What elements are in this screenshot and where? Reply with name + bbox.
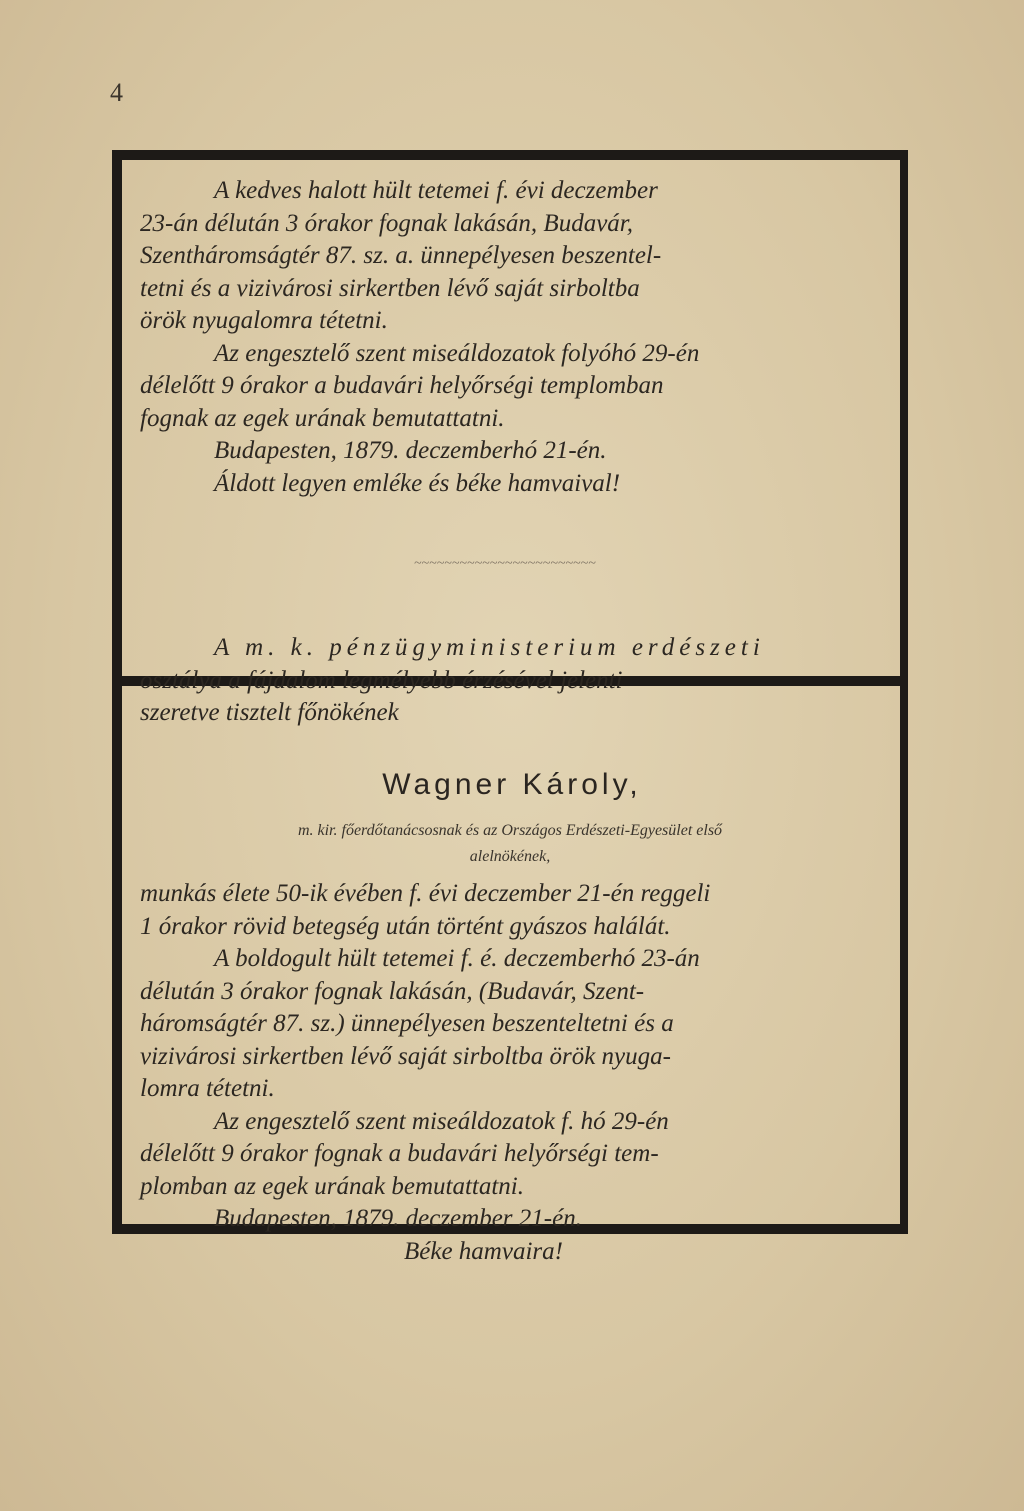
text-line: szeretve tisztelt főnökének xyxy=(140,699,399,726)
deceased-name: Wagner Károly, xyxy=(382,768,642,801)
text-line: alelnökének, xyxy=(469,848,551,865)
burial-paragraph xyxy=(140,175,876,208)
text-line: vizivárosi sirkertben lévő saját sirboltba örök nyuga- xyxy=(140,1042,671,1070)
closing-line: Béke hamvaira! xyxy=(404,1237,563,1265)
text-line: Szentháromságtér 87. sz. a. ünnepélyesen beszentel- xyxy=(140,242,662,269)
text-line: háromságtér 87. sz.) ünnepélyesen beszenteltetni és a xyxy=(140,1010,674,1037)
second-notice-body xyxy=(140,878,876,1268)
text-line: munkás élete 50-ik évében f. évi deczember 21-én reggeli xyxy=(140,880,711,907)
text-line: 1 órakor rövid betegség után történt gyászos halálát. xyxy=(140,912,671,940)
date-line: Budapesten, 1879. deczember 21-én. xyxy=(214,1205,582,1232)
first-notice xyxy=(140,175,876,500)
text-line: 23-án délután 3 órakor fognak lakásán, Budavár, xyxy=(140,209,634,237)
text-line: A m. k. pénzügyministerium erdészeti xyxy=(214,634,765,661)
text-line: délelőtt 9 órakor a budavári helyőrségi templomban xyxy=(140,372,664,399)
text-line: örök nyugalomra tétetni. xyxy=(140,307,388,334)
text-line: tetni és a vizivárosi sirkertben lévő saját sirboltba xyxy=(140,274,640,302)
text-line: A boldogult hült tetemei f. é. deczemberhó 23-án xyxy=(214,945,700,972)
text-line: lomra tétetni. xyxy=(140,1075,275,1102)
deceased-title xyxy=(140,818,880,870)
text-line: Az engesztelő szent miseáldozatok f. hó 29-én xyxy=(214,1107,669,1135)
text-line: fognak az egek urának bemutattatni. xyxy=(140,404,505,432)
text-line: délelőtt 9 órakor fognak a budavári helyőrségi tem- xyxy=(140,1140,659,1167)
text-line: Az engesztelő szent miseáldozatok folyóhó 29-én xyxy=(214,339,700,367)
text-line: osztálya a fájdalom legmélyebb érzésével jelenti xyxy=(140,666,623,694)
mass-paragraph xyxy=(140,338,876,371)
text-line: plomban az egek urának bemutattatni. xyxy=(140,1172,524,1200)
text-line: m. kir. főerdőtanácsosnak és az Országos Erdészeti-Egyesület első xyxy=(297,822,723,839)
date-line: Budapesten, 1879. deczemberhó 21-én. xyxy=(214,437,607,464)
text-line: A kedves halott hült tetemei f. évi deczember xyxy=(214,177,658,204)
page-number: 4 xyxy=(110,78,123,107)
ornamental-divider: ~~~~~~~~~~~~~~~~~~~~~~~~ xyxy=(414,556,596,570)
second-notice-intro xyxy=(140,632,876,730)
blessing-line: Áldott legyen emléke és béke hamvaival! xyxy=(214,469,621,497)
text-line: délután 3 órakor fognak lakásán, (Budavár, Szent- xyxy=(140,977,645,1005)
